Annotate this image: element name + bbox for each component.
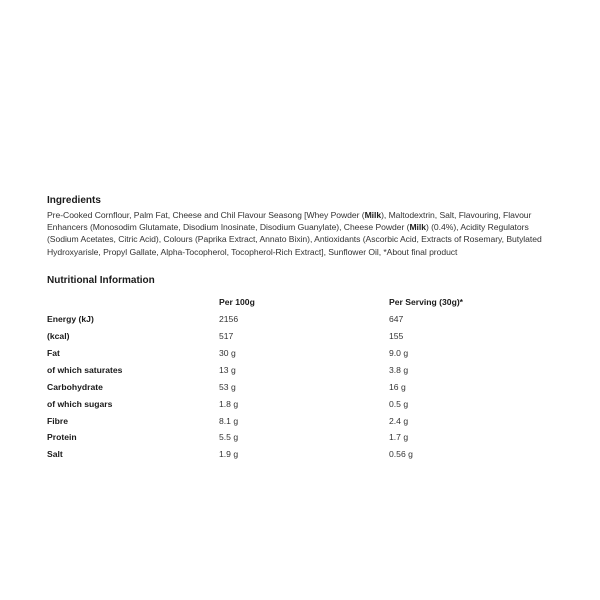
per-100g-value: 8.1 g <box>219 415 239 426</box>
ingredients-heading: Ingredients <box>47 195 101 206</box>
table-row <box>47 446 557 463</box>
per-serving-value: 2.4 g <box>389 415 409 426</box>
nutrient-label: Fibre <box>47 415 69 426</box>
per-100g-value: 1.9 g <box>219 449 239 460</box>
per-serving-value: 0.5 g <box>389 398 409 409</box>
table-row <box>47 395 557 412</box>
table-row <box>47 361 557 378</box>
nutrient-label: (kcal) <box>47 331 70 342</box>
product-info <box>47 194 557 463</box>
allergen-milk: Milk <box>409 222 426 233</box>
nutrient-label: Energy (kJ) <box>47 314 94 325</box>
table-row <box>47 345 557 362</box>
nutrient-label: of which sugars <box>47 398 113 409</box>
per-100g-value: 2156 <box>219 314 239 325</box>
allergen-milk: Milk <box>364 210 382 220</box>
table-row <box>47 311 557 328</box>
per-serving-value: 1.7 g <box>389 432 409 443</box>
nutrition-table <box>47 293 557 463</box>
nutrient-label: of which saturates <box>47 364 123 375</box>
table-row <box>47 328 557 345</box>
nutrient-label: Protein <box>47 432 77 443</box>
column-header-per-serving: Per Serving (30g)* <box>389 296 464 307</box>
column-header-per-100g: Per 100g <box>219 296 255 307</box>
table-row <box>47 429 557 446</box>
per-100g-value: 517 <box>219 331 234 342</box>
per-serving-value: 0.56 g <box>389 449 413 460</box>
per-serving-value: 647 <box>389 314 404 325</box>
per-100g-value: 13 g <box>219 364 236 375</box>
per-100g-value: 5.5 g <box>219 432 239 443</box>
table-row <box>47 412 557 429</box>
per-serving-value: 16 g <box>389 381 406 392</box>
per-100g-value: 30 g <box>219 348 236 359</box>
ingredients-segment: ) (0.4%), Acidity Regulators (Sodium Acetates, Citric Acid), Colours (Paprika Extract, Annato Bixin), Antioxidants (Ascorbic Acid, Extracts of Rosemary, Butylated Hydroxyarisle, Propyl Gallate, Alpha-Tocopherol, Tocopherol-Rich Extract], Sunflower Oil, *About final product <box>47 222 542 257</box>
per-serving-value: 155 <box>389 331 404 342</box>
per-100g-value: 1.8 g <box>219 398 239 409</box>
ingredients-text <box>47 209 557 258</box>
per-serving-value: 9.0 g <box>389 348 409 359</box>
nutrition-heading: Nutritional Information <box>47 274 155 286</box>
ingredients-section <box>47 194 557 258</box>
ingredients-segment: Pre-Cooked Cornflour, Palm Fat, Cheese and Chil Flavour Seasong [Whey Powder ( <box>47 210 365 220</box>
nutrient-label: Salt <box>47 449 63 460</box>
per-100g-value: 53 g <box>219 381 236 392</box>
nutrient-label: Fat <box>47 348 60 359</box>
per-serving-value: 3.8 g <box>389 364 409 375</box>
nutrition-body <box>47 311 557 463</box>
ingredients-segment: ), Maltodextrin, Salt, Flavouring, Flavour Enhancers (Monosodim Glutamate, Disodium Inosinate, Disodium Guanylate), Cheese Powder ( <box>47 210 532 233</box>
table-row <box>47 378 557 395</box>
nutrient-label: Carbohydrate <box>47 381 103 392</box>
column-header-nutrient <box>47 293 219 311</box>
nutrition-header-row <box>47 293 557 311</box>
nutrition-section <box>47 274 557 463</box>
